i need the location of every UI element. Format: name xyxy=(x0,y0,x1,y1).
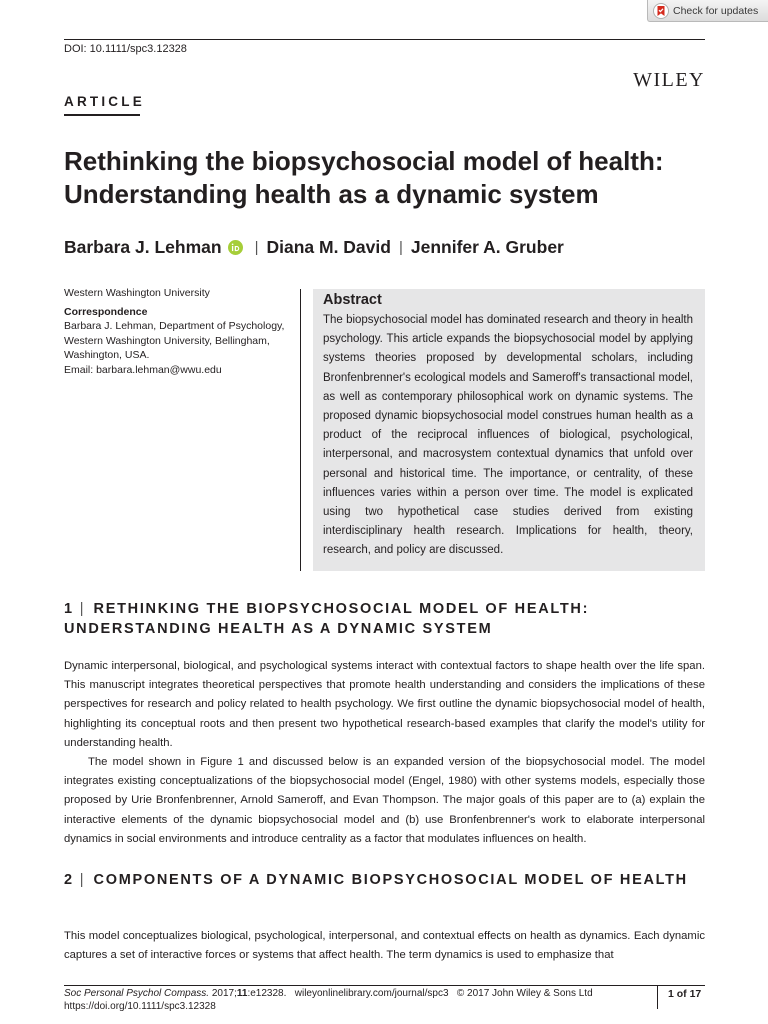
article-type-label: ARTICLE xyxy=(64,94,140,116)
page-number: 1 of 17 xyxy=(668,988,702,1000)
journal-name: Soc Personal Psychol Compass. xyxy=(64,988,210,999)
author-name[interactable]: Barbara J. Lehman xyxy=(64,237,222,257)
section-number: 1 xyxy=(64,601,74,617)
section-separator: | xyxy=(79,601,84,617)
correspondence-email[interactable]: Email: barbara.lehman@wwu.edu xyxy=(64,363,222,376)
correspondence-line: Western Washington University, Bellingham, xyxy=(64,334,270,347)
section-heading xyxy=(64,871,714,891)
author-separator: | xyxy=(254,239,259,256)
doi-text: DOI: 10.1111/spc3.12328 xyxy=(64,43,187,55)
body-paragraph: The model shown in Figure 1 and discussed below is an expanded version of the biopsychosocial model. The model integrates existing conceptualizations of the biopsychosocial model (Engel, 1980) with other systems models, especially those proposed by Urie Bronfenbrenner, Arnold Sameroff, and Evan Thompson. The major goals of this paper are to (a) explain the interactive elements of the dynamic biopsychosocial model and (b) use Bronfenbrenner's work to elaborate interpersonal dynamics in social environments and introduce centrality as a factor that modulates influences on health. xyxy=(64,756,705,845)
bookmark-check-icon xyxy=(653,3,669,19)
author-list xyxy=(64,237,564,258)
abstract-heading: Abstract xyxy=(323,292,382,308)
body-paragraph: Dynamic interpersonal, biological, and psychological systems interact with contextual factors to shape health over the life span. This manuscript integrates theoretical perspectives that promote health understanding and considers the implications of these perspectives for research and policy related to health psychology. We first outline the dynamic biopsychosocial model of health, highlighting its conceptual roots and then present two hypothetical research-based examples that clarify the model's utility for understanding health. xyxy=(64,660,705,749)
column-divider xyxy=(300,289,301,571)
abstract-box xyxy=(313,289,705,571)
body-paragraph: This model conceptualizes biological, psychological, interpersonal, and contextual effects on health as dynamics. Each dynamic captures a set of interactive forces or systems that affect health. The term dynamics is used to emphasize that xyxy=(64,930,705,962)
section-title: RETHINKING THE BIOPSYCHOSOCIAL MODEL OF HEALTH: UNDERSTANDING HEALTH AS A DYNAMIC SYSTEM xyxy=(64,601,590,637)
section-body xyxy=(64,657,705,849)
affiliation-block xyxy=(64,286,294,377)
abstract-text: The biopsychosocial model has dominated research and theory in health psychology. This article expands the biopsychosocial model by applying systems theories proposed by developmental scholars, including Bronfenbrenner's ecological models and Sameroff's transactional model, as well as contemporary philosophical work on dynamic systems. The proposed dynamic biopsychosocial model construes human health as a product of the reciprocal influences of biological, psychological, interpersonal, and macrosystem contextual dynamics that unfold over personal and historical time. The importance, or centrality, of these influences varies within a person over time. The model is explicated using two hypothetical case studies derived from existing interdisciplinary health research. Implications for health, theory, research, and policy are discussed. xyxy=(323,314,693,557)
check-for-updates-label: Check for updates xyxy=(673,4,759,17)
section-title: COMPONENTS OF A DYNAMIC BIOPSYCHOSOCIAL MODEL OF HEALTH xyxy=(93,872,688,888)
publisher-logo: WILEY xyxy=(633,69,705,91)
check-for-updates-button[interactable] xyxy=(647,0,768,22)
author-name[interactable]: Jennifer A. Gruber xyxy=(410,237,564,257)
section-number: 2 xyxy=(64,872,74,888)
doi-link[interactable]: https://doi.org/10.1111/spc3.12328 xyxy=(64,1001,216,1012)
author-separator: | xyxy=(398,239,403,256)
citation-volume: 11 xyxy=(236,988,248,999)
correspondence-line: Washington, USA. xyxy=(64,349,150,361)
section-heading xyxy=(64,600,714,639)
citation-article: :e12328. xyxy=(247,988,287,999)
copyright: © 2017 John Wiley & Sons Ltd xyxy=(456,988,593,999)
footer-divider xyxy=(657,985,658,1009)
citation-year: 2017; xyxy=(211,988,237,999)
author-name[interactable]: Diana M. David xyxy=(266,237,391,257)
journal-site-link[interactable]: wileyonlinelibrary.com/journal/spc3 xyxy=(294,988,449,999)
orcid-icon[interactable] xyxy=(228,240,243,255)
correspondence-line: Barbara J. Lehman, Department of Psychology, xyxy=(64,320,285,332)
correspondence-heading: Correspondence xyxy=(64,305,148,318)
section-body xyxy=(64,927,705,965)
paper-title: Rethinking the biopsychosocial model of health: Understanding health as a dynamic system xyxy=(64,146,664,209)
header-rule xyxy=(64,39,705,40)
footer-citation xyxy=(64,988,593,999)
institution: Western Washington University xyxy=(64,287,210,299)
section-separator: | xyxy=(79,872,84,888)
footer-rule xyxy=(64,985,705,986)
